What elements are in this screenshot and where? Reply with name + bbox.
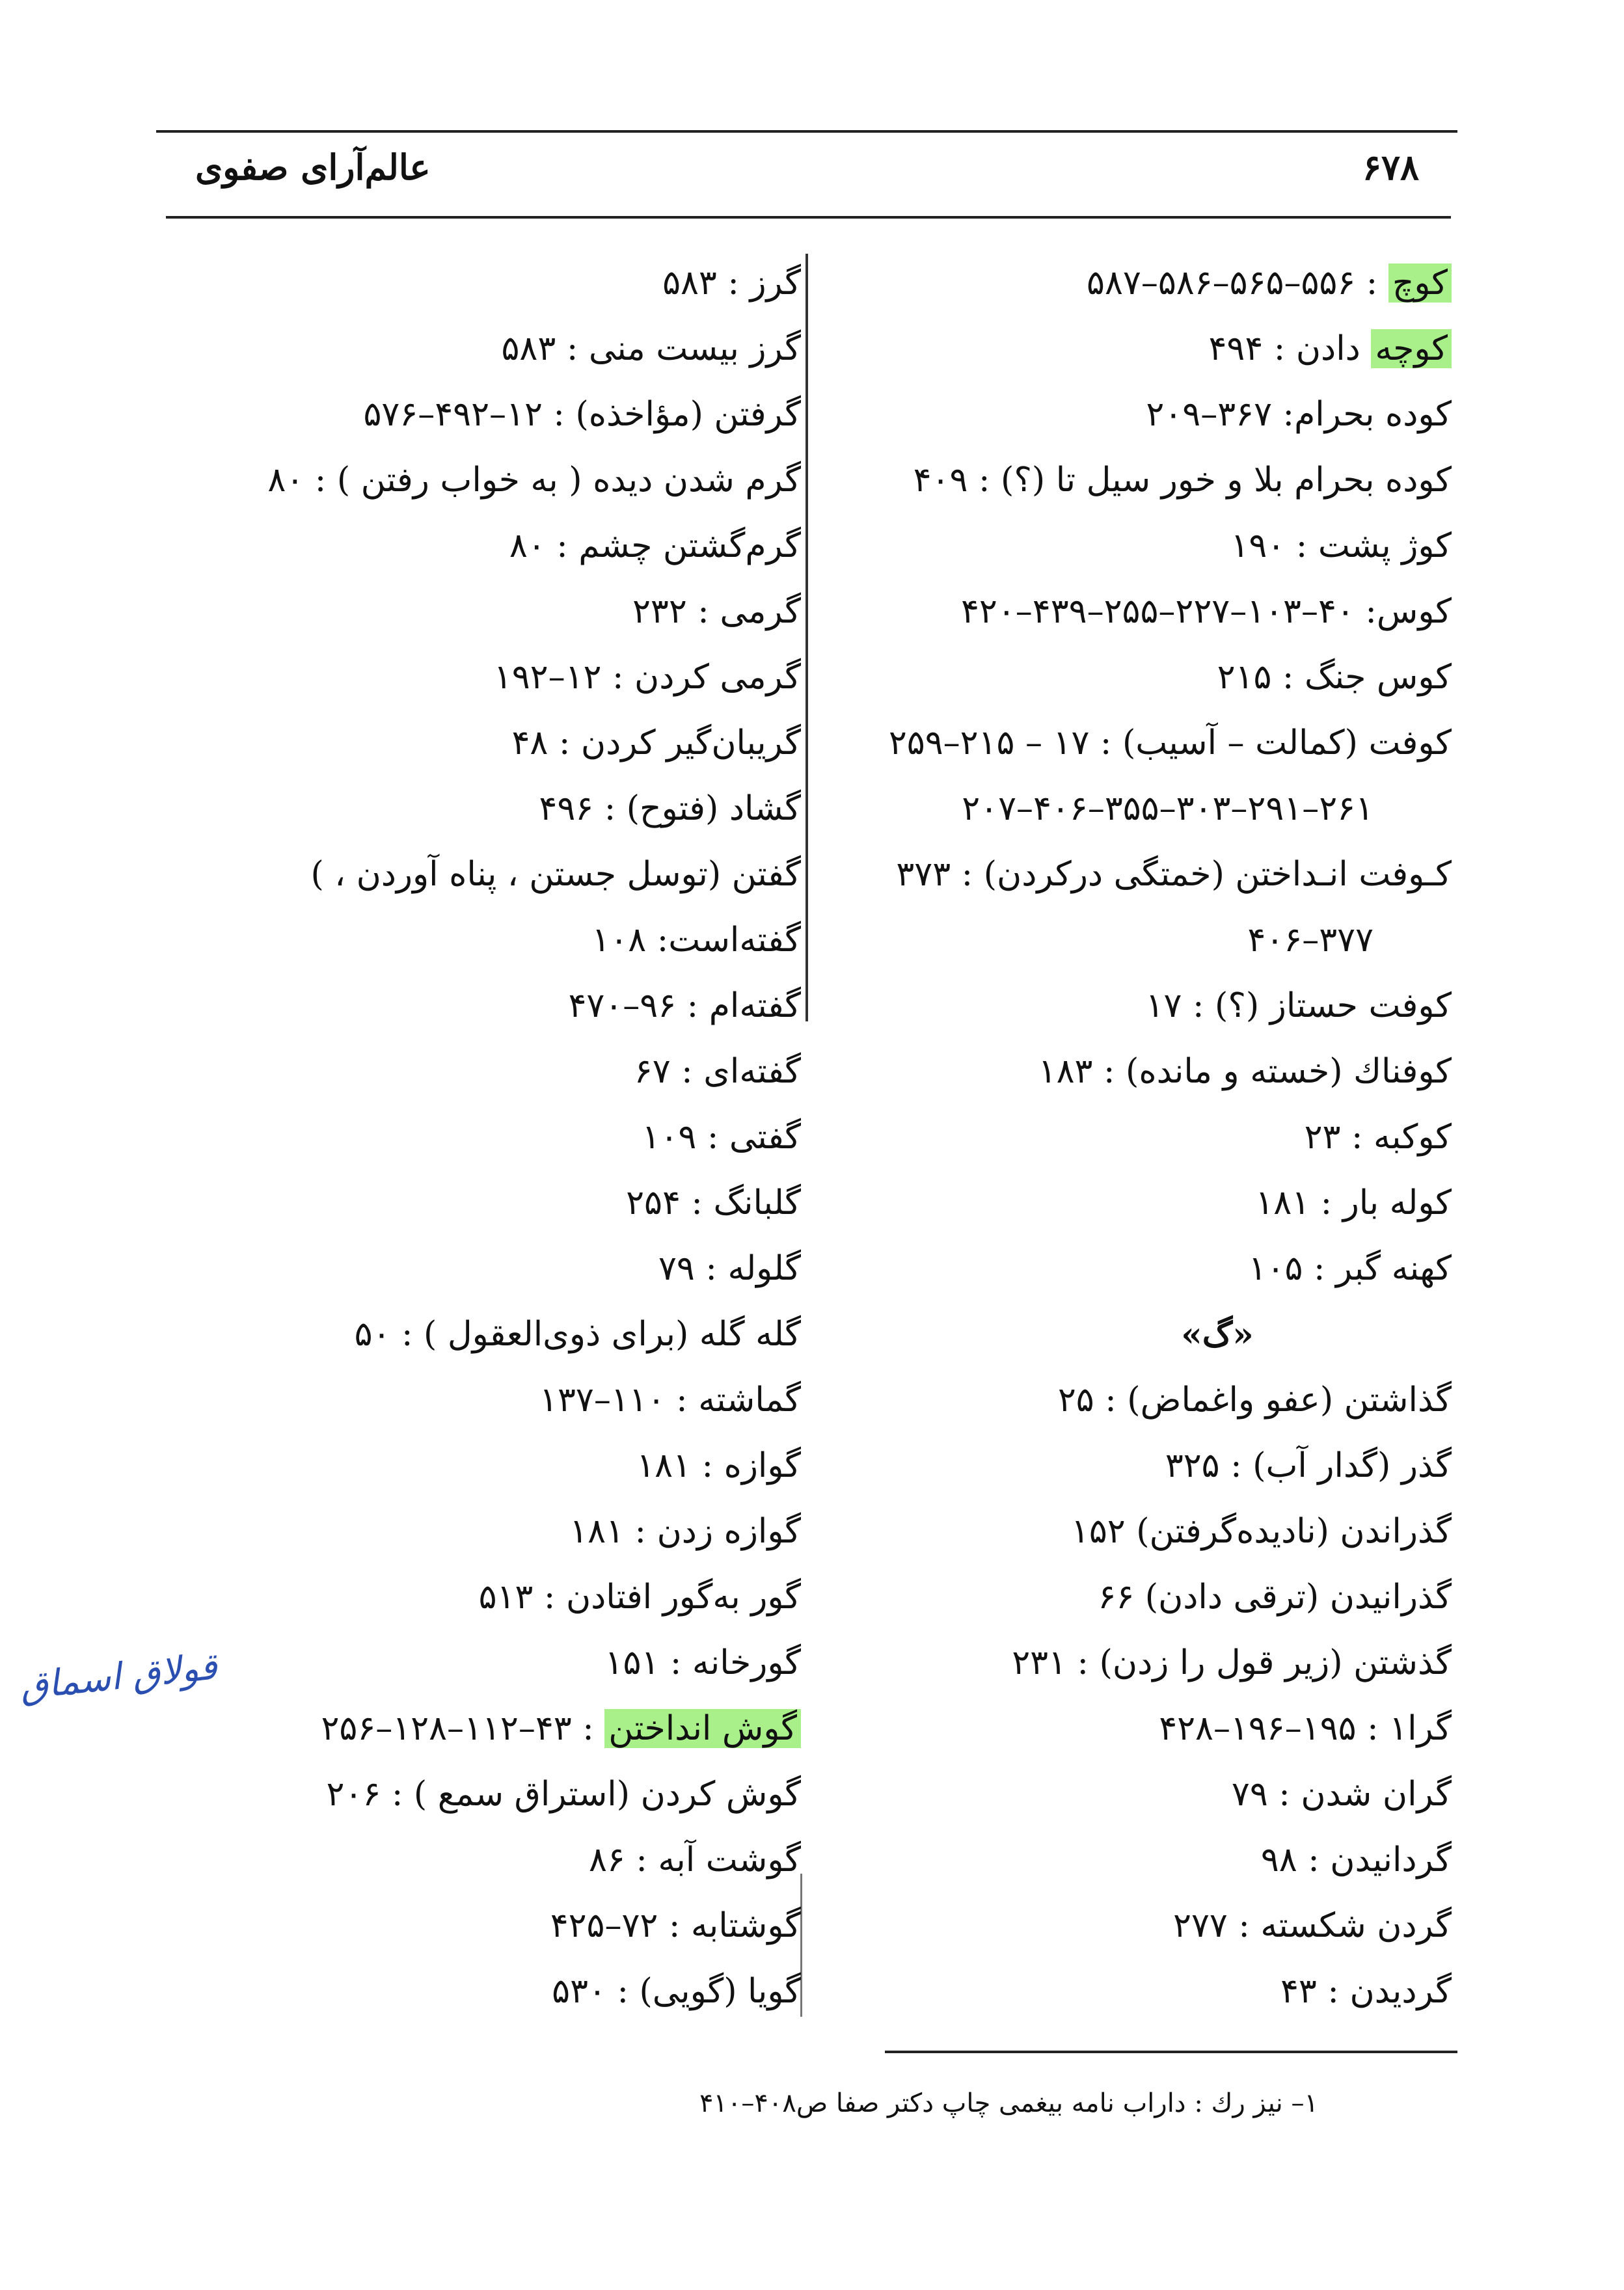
running-title: عالم‌آرای صفوی — [195, 146, 431, 188]
index-entry: کوفت حستاز (؟) : ۱۷ — [1145, 986, 1452, 1025]
index-entry: گشاد (فتوح) : ۴۹۶ — [539, 789, 801, 828]
index-entry: گماشته : ۱۱۰–۱۳۷ — [539, 1381, 801, 1420]
index-entry: گذاشتن (عفو واغماض) : ۲۵ — [1057, 1381, 1452, 1420]
index-entry: کوژ پشت : ۱۹۰ — [1230, 526, 1452, 565]
index-entry: گفته‌است: ۱۰۸ — [591, 921, 801, 960]
handwritten-note: قولاق اسماق — [18, 1645, 219, 1708]
index-entry: گوش کردن (استراق سمع ) : ۲۰۶ — [326, 1775, 801, 1814]
index-entry: گردانیدن : ۹۸ — [1260, 1840, 1452, 1879]
index-entry: گلبانگ : ۲۵۴ — [626, 1183, 801, 1222]
index-entry: گرا۱ : ۱۹۵–۱۹۶–۴۲۸ — [1159, 1709, 1452, 1748]
footnote: ۱– نیز رك : داراب نامه بیغمی چاپ دکتر صفا ص۴۰۸–۴۱۰ — [699, 2088, 1318, 2118]
index-entry: گذراندن (نادیده‌گرفتن) ۱۵۲ — [1070, 1512, 1452, 1551]
index-entry: گردیدن : ۴۳ — [1280, 1972, 1452, 2011]
index-entry: گرم شدن دیده ( به خواب رفتن ) : ۸۰ — [267, 461, 801, 500]
highlighted-term: گوش انداختن — [604, 1709, 801, 1748]
footnote-rule — [885, 2051, 1457, 2053]
index-entry: گران شدن : ۷۹ — [1231, 1775, 1452, 1814]
index-entry: گله گله (برای ذوی‌العقول ) : ۵۰ — [354, 1315, 801, 1354]
index-entry: گویا (گویی) : ۵۳۰ — [552, 1972, 801, 2011]
index-entry: کهنه گبر : ۱۰۵ — [1248, 1249, 1452, 1288]
index-entry: کـوفت انـداختن (خمتگی درکردن) : ۳۷۳ — [896, 855, 1452, 894]
index-entry: کوده بحرام: ۳۶۷–۲۰۹ — [1146, 395, 1452, 434]
index-entry: گرمی کردن : ۱۲–۱۹۲ — [493, 658, 801, 697]
index-entry: کوله بار : ۱۸۱ — [1255, 1183, 1452, 1222]
index-entry: کوس جنگ : ۲۱۵ — [1217, 658, 1452, 697]
index-entry: گفته‌ای : ۶۷ — [634, 1052, 801, 1091]
index-entry: گذرانیدن (ترقی دادن) ۶۶ — [1098, 1578, 1452, 1617]
index-entry: گوازه : ۱۸۱ — [636, 1446, 801, 1485]
index-entry: گوشتابه : ۷۲–۴۲۵ — [550, 1906, 801, 1945]
index-column-left — [202, 250, 801, 2025]
entry-text: : ۵۵۶–۵۶۵–۵۸۶–۵۸۷ — [1087, 263, 1388, 303]
index-entry: کوکبه : ۲۳ — [1304, 1118, 1452, 1157]
index-entry: گرفتن (مؤاخذه) : ۱۲–۴۹۲–۵۷۶ — [363, 395, 801, 434]
index-entry: کوده بحرام بلا و خور سیل تا (؟) : ۴۰۹ — [913, 461, 1452, 500]
top-rule — [156, 130, 1457, 133]
highlighted-term: کوچه — [1371, 329, 1452, 368]
index-entry: گلوله : ۷۹ — [658, 1249, 801, 1288]
column-divider — [805, 254, 808, 1021]
index-entry — [853, 250, 1452, 316]
index-entry: گورخانه : ۱۵۱ — [604, 1643, 801, 1682]
entry-text: : ۴۳–۱۱۲–۱۲۸–۲۵۶ — [321, 1709, 605, 1748]
index-entry: کوفناك (خسته و مانده) : ۱۸۳ — [1038, 1052, 1452, 1091]
index-entry: گور به‌گور افتادن : ۵۱۳ — [478, 1578, 801, 1617]
index-entry — [202, 1696, 801, 1762]
page-number: ۶۷۸ — [1362, 146, 1419, 188]
entry-text: دادن : ۴۹۴ — [1208, 329, 1372, 368]
index-entry: گفته‌ام : ۹۶–۴۷۰ — [568, 986, 801, 1025]
index-entry: کوس: ۴۰–۱۰۳–۲۲۷–۲۵۵–۴۳۹–۴۲۰ — [961, 592, 1452, 631]
index-entry: گریبان‌گیر کردن : ۴۸ — [511, 723, 801, 762]
header-rule — [166, 216, 1451, 219]
index-entry: ۳۷۷–۴۰۶ — [1247, 921, 1374, 960]
highlighted-term: کوچ — [1388, 263, 1452, 303]
index-column-right — [853, 250, 1452, 2025]
index-entry: گوازه زدن : ۱۸۱ — [569, 1512, 801, 1551]
index-entry: گفتی : ۱۰۹ — [642, 1118, 801, 1157]
index-entry: گذشتن (زیر قول را زدن) : ۲۳۱ — [1012, 1643, 1452, 1682]
index-entry: گرز : ۵۸۳ — [662, 263, 801, 303]
index-entry: گردن شکسته : ۲۷۷ — [1173, 1906, 1452, 1945]
index-entry: ۲۶۱–۲۹۱–۳۰۳–۳۵۵–۴۰۶–۲۰۷ — [962, 789, 1374, 828]
index-entry: گوشت آبه : ۸۶ — [588, 1840, 801, 1879]
index-entry: گفتن (توسل جستن ، پناه آوردن ، ) — [310, 855, 801, 894]
index-entry: گذر (گدار آب) : ۳۲۵ — [1165, 1446, 1452, 1485]
index-entry: کوفت (کمالت – آسیب) : ۱۷ – ۲۱۵–۲۵۹ — [888, 723, 1452, 762]
section-heading: «گ» — [1181, 1315, 1254, 1354]
index-entry: گرز بیست منی : ۵۸۳ — [501, 329, 801, 368]
index-entry: گرم‌گشتن چشم : ۸۰ — [509, 526, 801, 565]
index-entry: گرمی : ۲۳۲ — [632, 592, 801, 631]
index-entry — [853, 316, 1452, 382]
